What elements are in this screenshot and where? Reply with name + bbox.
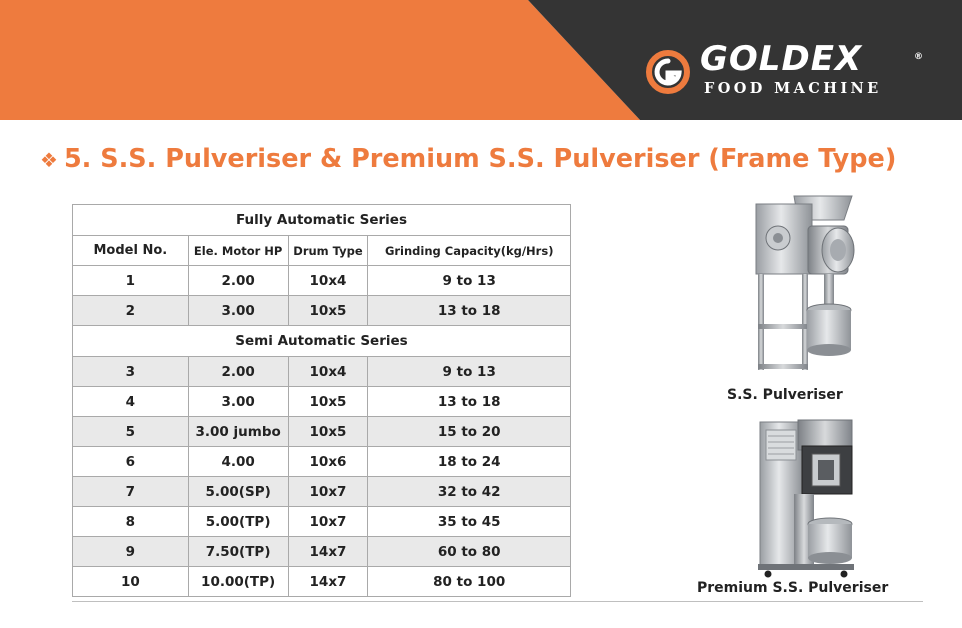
- cell-drum: 14x7: [288, 537, 368, 567]
- cell-model: 2: [73, 296, 189, 326]
- product-caption-ss-pulveriser: S.S. Pulveriser: [727, 387, 843, 403]
- cell-drum: 10x4: [288, 357, 368, 387]
- cell-motor: 3.00 jumbo: [188, 417, 288, 447]
- cell-capacity: 80 to 100: [368, 567, 571, 597]
- cell-capacity: 13 to 18: [368, 387, 571, 417]
- cell-drum: 10x5: [288, 296, 368, 326]
- cell-drum: 10x6: [288, 447, 368, 477]
- table-row: [73, 567, 571, 597]
- cell-motor: 4.00: [188, 447, 288, 477]
- series-header-row: [73, 326, 571, 357]
- spec-table: [72, 204, 571, 597]
- series-title-semi-automatic: Semi Automatic Series: [73, 326, 571, 357]
- cell-model: 9: [73, 537, 189, 567]
- series-header-row: [73, 205, 571, 236]
- cell-drum: 10x5: [288, 387, 368, 417]
- cell-capacity: 60 to 80: [368, 537, 571, 567]
- table-row: [73, 507, 571, 537]
- brand-name: [700, 39, 924, 79]
- ss-pulveriser-image: [748, 186, 863, 381]
- column-header-model: Model No.: [73, 236, 189, 266]
- goldex-logo-icon: [644, 48, 692, 96]
- cell-model: 6: [73, 447, 189, 477]
- column-header-drum: Drum Type: [288, 236, 368, 266]
- cell-drum: 14x7: [288, 567, 368, 597]
- cell-drum: 10x4: [288, 266, 368, 296]
- cell-capacity: 32 to 42: [368, 477, 571, 507]
- cell-capacity: 9 to 13: [368, 357, 571, 387]
- brand-tagline: FOOD MACHINE: [704, 80, 882, 97]
- cell-model: 7: [73, 477, 189, 507]
- cell-drum: 10x5: [288, 417, 368, 447]
- cell-motor: 5.00(TP): [188, 507, 288, 537]
- cell-motor: 3.00: [188, 387, 288, 417]
- section-heading: [40, 144, 896, 174]
- cell-model: 5: [73, 417, 189, 447]
- cell-drum: 10x7: [288, 507, 368, 537]
- cell-motor: 3.00: [188, 296, 288, 326]
- cell-model: 1: [73, 266, 189, 296]
- cell-capacity: 13 to 18: [368, 296, 571, 326]
- cell-capacity: 15 to 20: [368, 417, 571, 447]
- table-row: [73, 357, 571, 387]
- table-row: [73, 387, 571, 417]
- cell-model: 8: [73, 507, 189, 537]
- section-heading-text: 5. S.S. Pulveriser & Premium S.S. Pulveriser (Frame Type): [63, 144, 897, 174]
- table-row: [73, 417, 571, 447]
- cell-model: 10: [73, 567, 189, 597]
- product-caption-premium-pulveriser: Premium S.S. Pulveriser: [697, 580, 889, 596]
- bottom-divider: [72, 601, 923, 602]
- table-row: [73, 477, 571, 507]
- table-row: [73, 447, 571, 477]
- cell-model: 4: [73, 387, 189, 417]
- brand-name-text: GOLDEX: [700, 39, 863, 79]
- column-header-row: [73, 236, 571, 266]
- column-header-capacity: Grinding Capacity(kg/Hrs): [368, 236, 571, 266]
- banner-orange-band: [0, 0, 640, 120]
- cell-motor: 2.00: [188, 266, 288, 296]
- cell-motor: 2.00: [188, 357, 288, 387]
- premium-pulveriser-image: [756, 416, 856, 578]
- cell-drum: 10x7: [288, 477, 368, 507]
- table-row: [73, 266, 571, 296]
- diamond-bullet-icon: ❖: [40, 148, 58, 172]
- cell-motor: 7.50(TP): [188, 537, 288, 567]
- cell-motor: 10.00(TP): [188, 567, 288, 597]
- trademark-symbol: ®: [914, 52, 924, 62]
- cell-motor: 5.00(SP): [188, 477, 288, 507]
- table-row: [73, 537, 571, 567]
- cell-capacity: 35 to 45: [368, 507, 571, 537]
- cell-capacity: 18 to 24: [368, 447, 571, 477]
- column-header-motor: Ele. Motor HP: [188, 236, 288, 266]
- cell-capacity: 9 to 13: [368, 266, 571, 296]
- cell-model: 3: [73, 357, 189, 387]
- series-title-fully-automatic: Fully Automatic Series: [73, 205, 571, 236]
- table-row: [73, 296, 571, 326]
